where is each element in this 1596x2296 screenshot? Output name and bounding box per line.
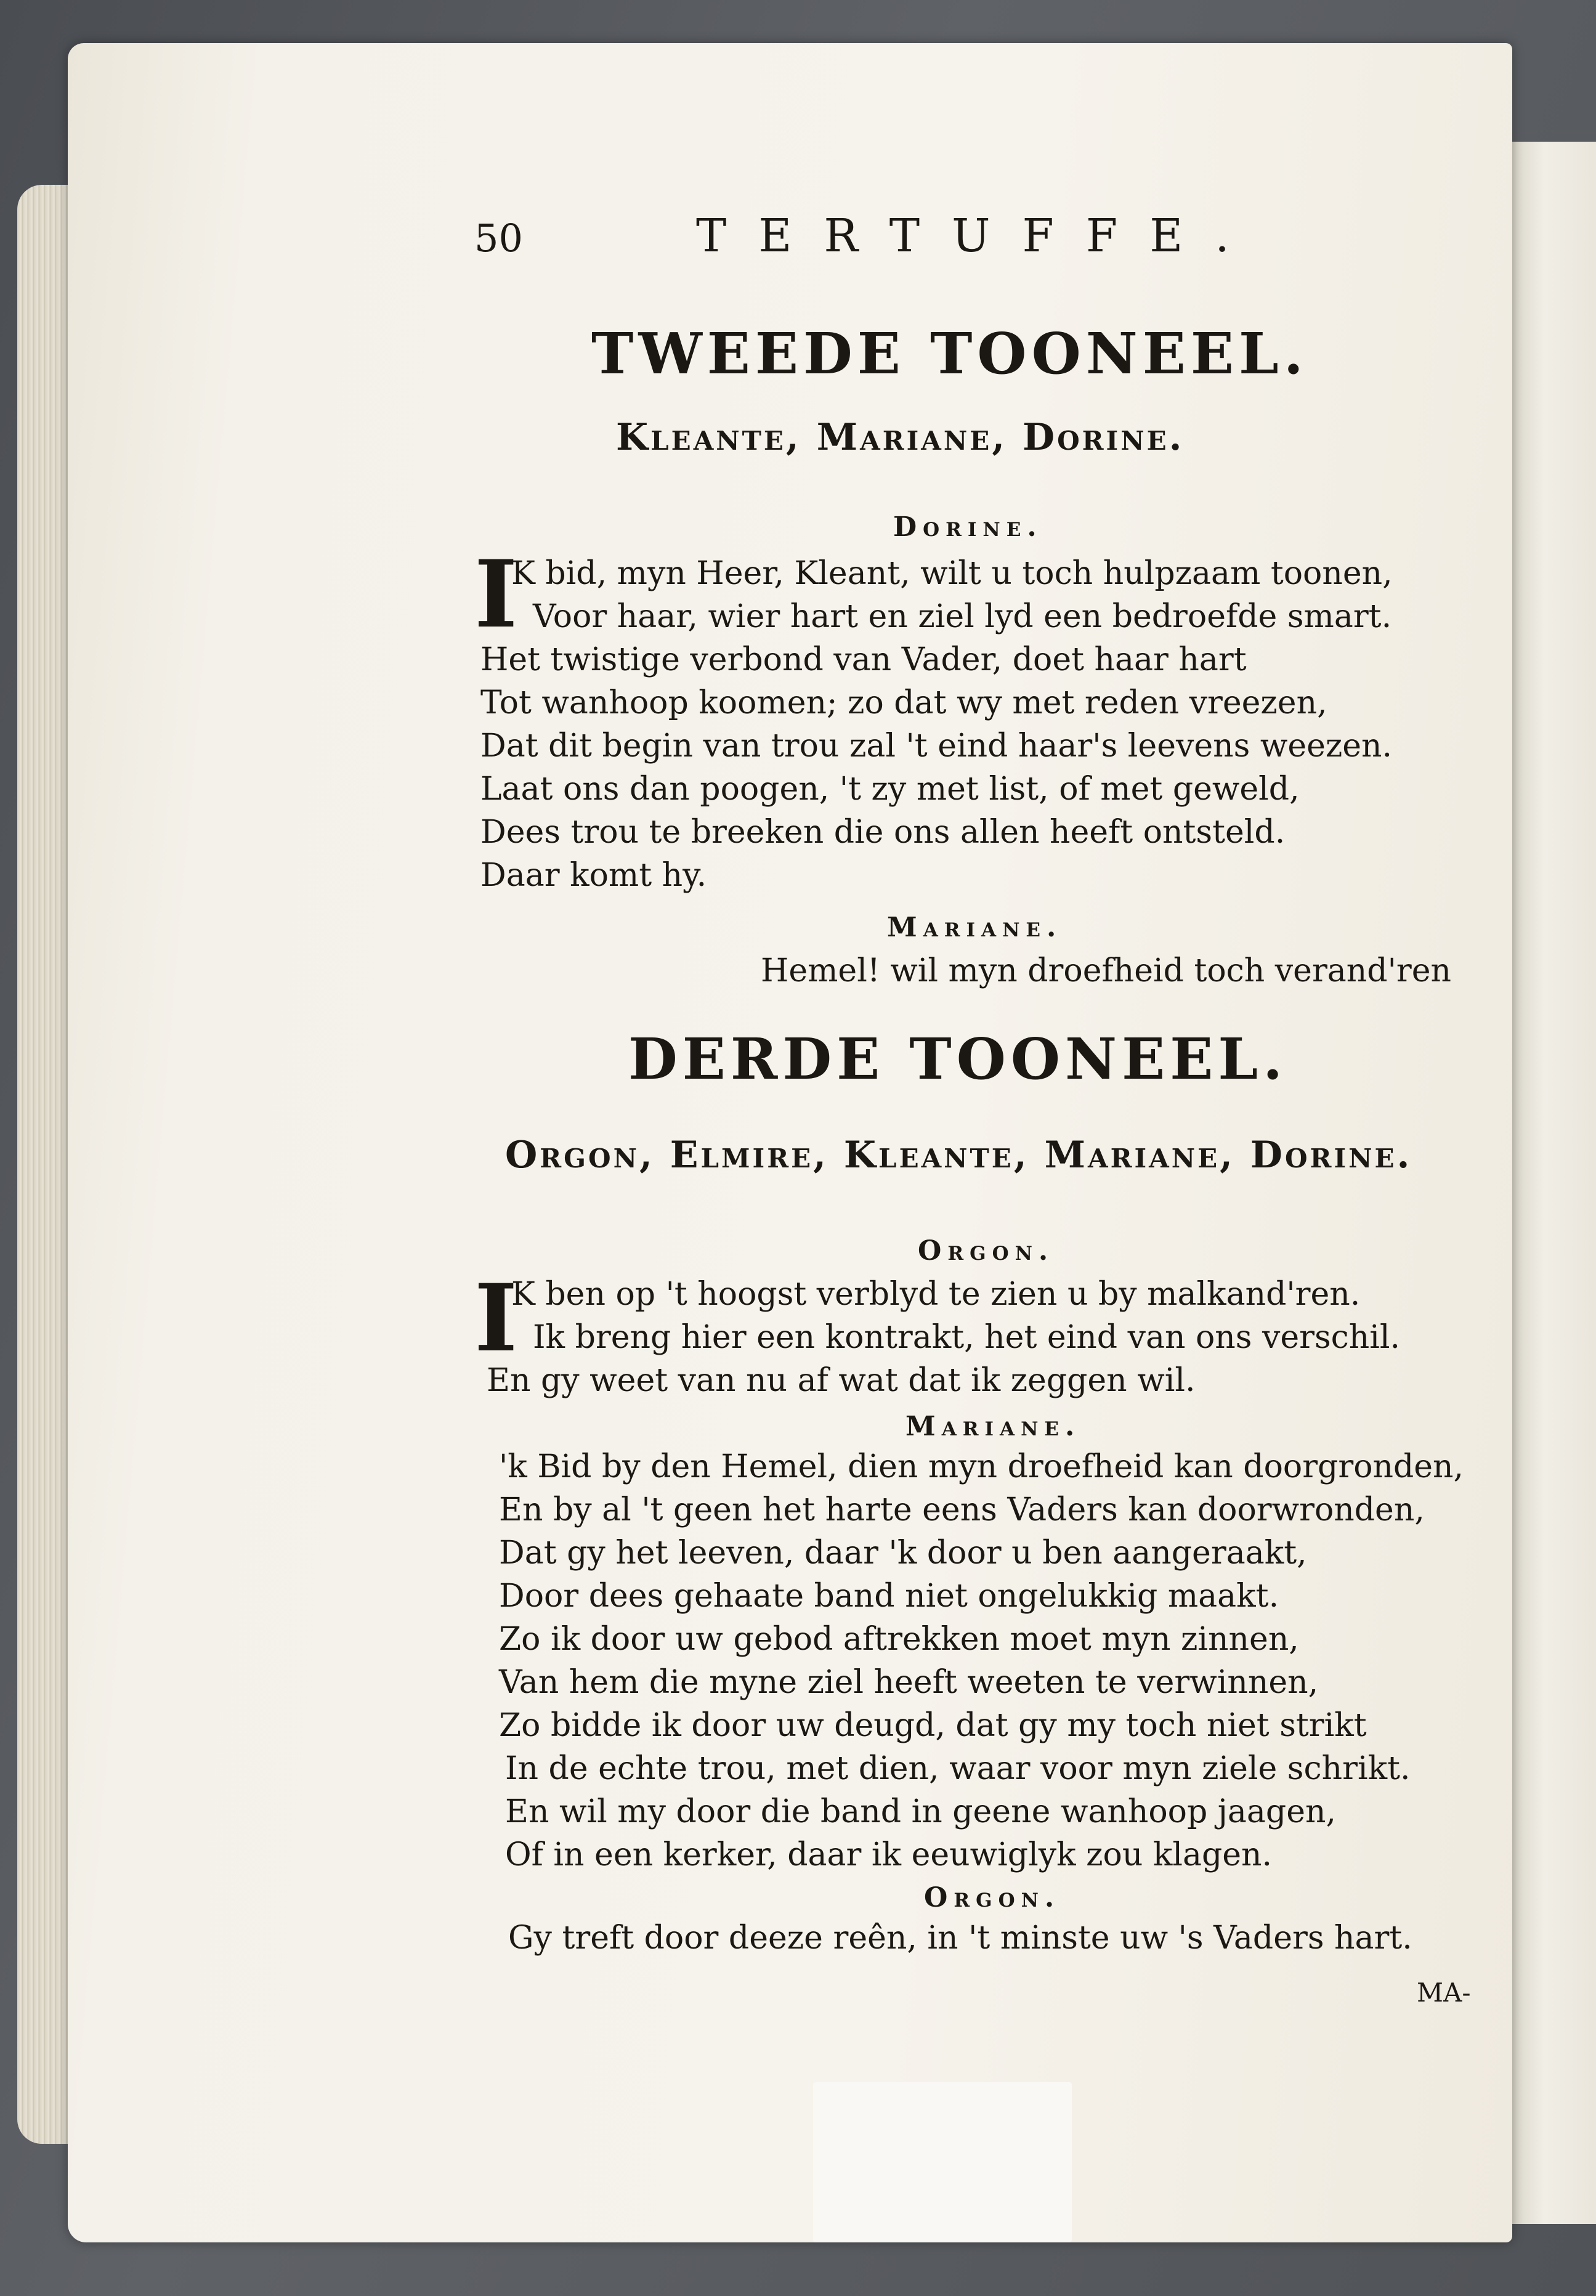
drop-cap: I bbox=[474, 540, 518, 649]
verse-line: Gy treft door deeze reên, in 't minste uw 's Vaders hart. bbox=[508, 1920, 1412, 1957]
scene-personae-3: Orgon, Elmire, Kleante, Mariane, Dorine. bbox=[505, 1134, 1412, 1177]
verse-line: Van hem die myne ziel heeft weeten te verwinnen, bbox=[499, 1664, 1319, 1701]
scene-personae-2: Kleante, Mariane, Dorine. bbox=[616, 416, 1185, 459]
verse-line: En wil my door die band in geene wanhoop jaagen, bbox=[505, 1793, 1337, 1830]
verse-line: K ben op 't hoogst verblyd te zien u by malkand'ren. bbox=[511, 1276, 1361, 1313]
verse-line: Dat dit begin van trou zal 't eind haar's leevens weezen. bbox=[480, 728, 1393, 765]
running-head bbox=[474, 203, 1485, 265]
verse-line: Daar komt hy. bbox=[480, 857, 707, 894]
verse-line: In de echte trou, met dien, waar voor myn ziele schrikt. bbox=[505, 1750, 1411, 1787]
scene-title-3: DERDE TOONEEL. bbox=[628, 1026, 1288, 1092]
facing-page-edge bbox=[1503, 142, 1596, 2224]
verse-line: Het twistige verbond van Vader, doet haar hart bbox=[480, 641, 1247, 678]
catchword: MA- bbox=[1417, 1978, 1471, 2008]
verse-line: Voor haar, wier hart en ziel lyd een bedroefde smart. bbox=[533, 598, 1392, 635]
page-number: 50 bbox=[474, 216, 523, 261]
verse-line: 'k Bid by den Hemel, dien myn droefheid kan doorgronden, bbox=[499, 1448, 1464, 1485]
verse-line: Hemel! wil myn droefheid toch verand'ren bbox=[761, 952, 1451, 989]
speaker-label: Mariane. bbox=[905, 1411, 1081, 1442]
verse-line: Ik breng hier een kontrakt, het eind van ons verschil. bbox=[533, 1319, 1401, 1356]
verse-line: Zo ik door uw gebod aftrekken moet myn zinnen, bbox=[499, 1621, 1299, 1658]
speaker-label: Dorine. bbox=[893, 511, 1043, 543]
speaker-label: Orgon. bbox=[918, 1235, 1055, 1267]
verse-line: Zo bidde ik door uw deugd, dat gy my toch niet strikt bbox=[499, 1707, 1367, 1744]
paper-tab bbox=[813, 2082, 1072, 2242]
verse-line: Of in een kerker, daar ik eeuwiglyk zou klagen. bbox=[505, 1836, 1273, 1873]
speaker-label: Orgon. bbox=[924, 1882, 1061, 1913]
verse-line: Dees trou te breeken die ons allen heeft ontsteld. bbox=[480, 814, 1286, 851]
verse-line: Dat gy het leeven, daar 'k door u ben aangeraakt, bbox=[499, 1535, 1307, 1572]
verse-line: Tot wanhoop koomen; zo dat wy met reden vreezen, bbox=[480, 684, 1327, 721]
speaker-label: Mariane. bbox=[887, 912, 1063, 943]
verse-line: Door dees gehaate band niet ongelukkig maakt. bbox=[499, 1578, 1279, 1615]
verse-line: En by al 't geen het harte eens Vaders kan doorwronden, bbox=[499, 1491, 1425, 1528]
verse-line: K bid, myn Heer, Kleant, wilt u toch hulpzaam toonen, bbox=[511, 555, 1393, 592]
verse-line: En gy weet van nu af wat dat ik zeggen wil. bbox=[487, 1362, 1196, 1399]
scene-title-2: TWEEDE TOONEEL. bbox=[591, 320, 1308, 387]
drop-cap: I bbox=[474, 1264, 518, 1373]
running-title: TERTUFFE. bbox=[696, 209, 1262, 262]
verse-line: Laat ons dan poogen, 't zy met list, of met geweld, bbox=[480, 771, 1300, 808]
